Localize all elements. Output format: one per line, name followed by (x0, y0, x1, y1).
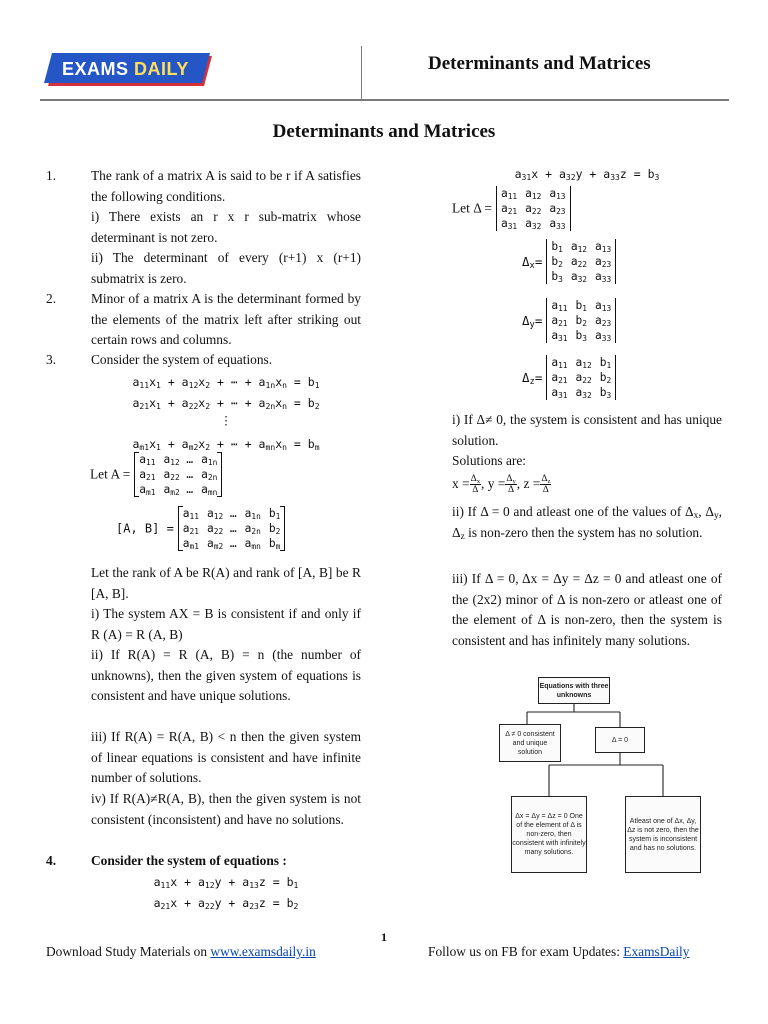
logo-text (62, 59, 189, 80)
footer-left (46, 942, 316, 963)
condition-ii-prefix: ii) If Δ = 0 and atleast one of the values of (452, 504, 682, 519)
rank-text: Let the rank of A be R(A) and rank of [A, B] be R [A, B]. (91, 565, 361, 601)
let-a-label: Let A = (90, 466, 131, 482)
item-2-number: 2. (46, 291, 57, 306)
delta-y-determinant: $a_{11}$ $b_1$ $a_{13}$ $a_{21}$ $b_2$ $a_{23}$ $a_{31}$ $b_3$ $a_{33}$ (546, 298, 616, 343)
flow-leaf-2: Atleast one of Δx, Δy, Δz is not zero, then the system is inconsistent and has no solutions. (625, 796, 701, 873)
item-2-text: Minor of a matrix A is the determinant formed by the elements of the matrix left after striking out certain rows and columns. (91, 291, 361, 347)
equation-2: $a_{21}x_1 + a_{22}x_2$ + ⋯ + $a_{2n}x_n = b_2$ (132, 396, 320, 411)
rank-rule-iv: iv) If R(A)≠R(A, B), then the given system is not consistent (inconsistent) and have no solutions. (91, 791, 361, 827)
augmented-matrix-label: [A, B] = (116, 521, 174, 536)
equation-m: $a_{m1}x_1 + a_{m2}x_2$ + ⋯ + $a_{mn}x_n = b_m$ (132, 437, 320, 452)
delta-determinant: $a_{11}$ $a_{12}$ $a_{13}$ $a_{21}$ $a_{22}$ $a_{23}$ $a_{31}$ $a_{32}$ $a_{33}$ (496, 186, 571, 231)
delta-y-label: $\Delta_y=$ (522, 313, 543, 330)
item-4-equation-1: $a_{11}x + a_{12}y + a_{13}z = b_1$ (153, 875, 299, 890)
matrix-a: $a_{11}$ $a_{12}$ … $a_{1n}$ $a_{21}$ $a_{22}$ … $a_{2n}$ $a_{m1}$ $a_{m2}$ … $a_{mn}$ (134, 452, 222, 497)
item-4-text: Consider the system of equations : (91, 853, 287, 868)
logo-word-exams: EXAMS (62, 59, 129, 79)
let-delta-label: Let Δ = (452, 200, 492, 216)
rank-rule-i: i) The system AX = B is consistent if and only if R (A) = R (A, B) (91, 606, 361, 642)
logo[interactable] (44, 50, 214, 90)
rank-rule-ii: ii) If R(A) = R (A, B) = n (the number of unknowns), then the given system of equations is consistent and have unique solutions. (91, 647, 361, 703)
delta-x-row (522, 239, 616, 284)
augmented-matrix-row (116, 506, 285, 551)
delta-row (452, 186, 571, 231)
item-3-number: 3. (46, 352, 57, 367)
item-1-condition-ii: ii) The determinant of every (r+1) x (r+1) submatrix is zero. (91, 250, 361, 286)
item-4-equation-2: $a_{21}x + a_{22}y + a_{23}z = b_2$ (153, 896, 299, 911)
flow-right: Δ = 0 (595, 727, 645, 753)
matrix-a-row (90, 452, 222, 497)
solutions-formula: x = $\frac{\Delta_x}{\Delta}$ , y = $\frac{\Delta_y}{\Delta}$ , z = $\frac{\Delta_z}{\Delta}$ (452, 474, 551, 496)
delta-y-row (522, 298, 616, 343)
flow-root: Equations with three unknowns (538, 677, 610, 704)
equation-dots: ⋮ (220, 413, 232, 427)
item-3-text: Consider the system of equations. (91, 352, 273, 367)
condition-ii: ii) If Δ = 0 and atleast one of the values of $\Delta_x$, $\Delta_y$, $\Delta_z$ is non-zero then the system has no solution. (452, 504, 722, 542)
delta-x-label: $\Delta_x=$ (522, 254, 543, 271)
footer-right (428, 942, 689, 963)
condition-i: i) If Δ≠ 0, the system is consistent and has unique solution. (452, 412, 722, 448)
delta-z-label: $\Delta_z=$ (522, 370, 543, 387)
page-number: 1 (381, 930, 387, 944)
footer-site-link[interactable]: www.examsdaily.in (210, 944, 316, 959)
delta-x-determinant: $b_1$ $a_{12}$ $a_{13}$ $b_2$ $a_{22}$ $a_{23}$ $b_3$ $a_{32}$ $a_{33}$ (546, 239, 616, 284)
item-1-condition-i: i) There exists an r x r sub-matrix whose determinant is not zero. (91, 209, 361, 245)
header-rule (40, 99, 729, 101)
item-4-equation-3: $a_{31}x + a_{32}y + a_{33}z = b_3$ (514, 167, 660, 182)
logo-word-daily: DAILY (134, 59, 189, 79)
delta-z-determinant: $a_{11}$ $a_{12}$ $b_1$ $a_{21}$ $a_{22}$ $b_2$ $a_{31}$ $a_{32}$ $b_3$ (546, 355, 616, 400)
footer-fb-link[interactable]: ExamsDaily (623, 944, 690, 959)
delta-z-row (522, 355, 616, 400)
item-1-number: 1. (46, 168, 57, 183)
page-title: Determinants and Matrices (272, 121, 496, 142)
item-4-number: 4. (46, 853, 57, 868)
rank-rule-iii: iii) If R(A) = R(A, B) < n then the given system of linear equations is consistent and have infinite number of solutions. (91, 729, 361, 785)
augmented-matrix: $a_{11}$ $a_{12}$ … $a_{1n}$ $b_1$ $a_{21}$ $a_{22}$ … $a_{2n}$ $b_2$ $a_{m1}$ $a_{m2}$ … $a_{mn}$ $b_m$ (178, 506, 286, 551)
item-1-text: The rank of a matrix A is said to be r if A satisfies the following conditions. (91, 168, 361, 204)
flow-left: Δ ≠ 0 consistent and unique solution (499, 724, 561, 762)
footer-right-text: Follow us on FB for exam Updates: (428, 944, 620, 959)
solutions-label: Solutions are: (452, 453, 527, 468)
header-divider (361, 46, 362, 100)
flowchart (495, 675, 715, 875)
equation-1: $a_{11}x_1 + a_{12}x_2$ + ⋯ + $a_{1n}x_n = b_1$ (132, 375, 320, 390)
condition-ii-suffix: is non-zero then the system has no solution. (468, 524, 703, 540)
flow-leaf-1: Δx = Δy = Δz = 0 One of the element of Δ is non-zero, then consistent with infinitely many solutions. (511, 796, 587, 873)
condition-iii: iii) If Δ = 0, Δx = Δy = Δz = 0 and atleast one of the (2x2) minor of Δ is non-zero or atleast one of the element of Δ is non-zero, then the system is consistent and has infinitely many solutions. (452, 571, 722, 648)
footer-left-text: Download Study Materials on (46, 944, 208, 959)
header-title: Determinants and Matrices (428, 53, 651, 74)
